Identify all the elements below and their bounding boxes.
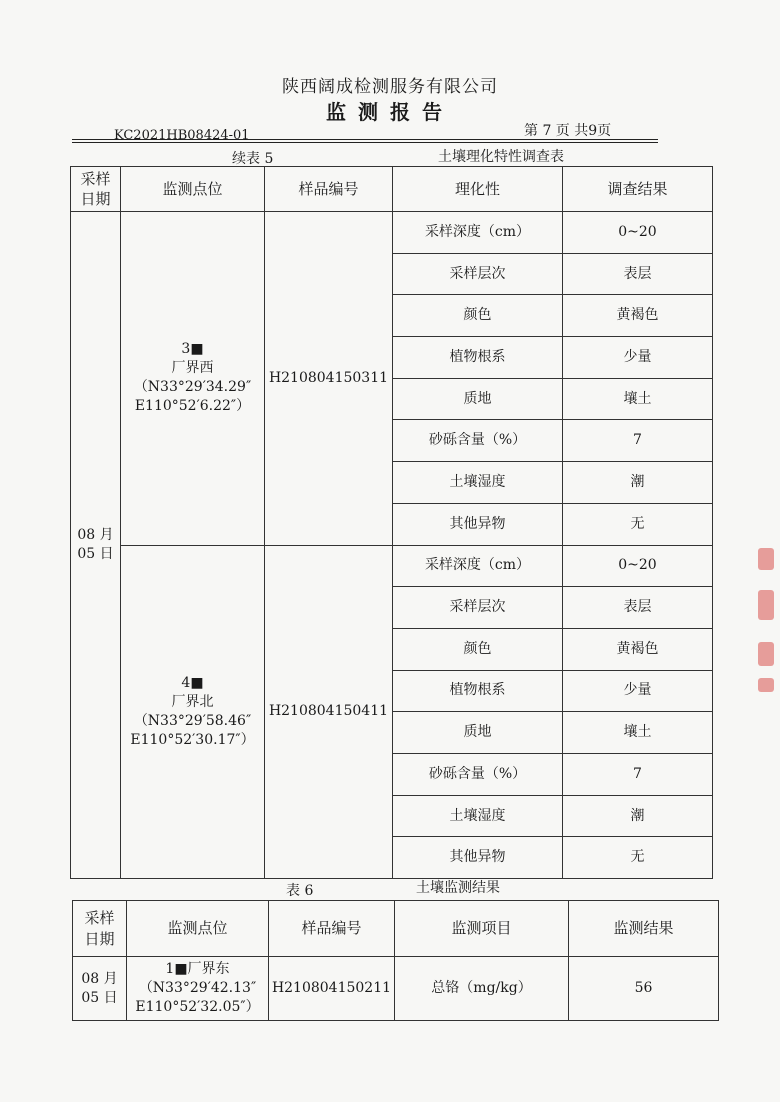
property-cell: 采样层次 [393, 587, 563, 629]
result-cell: 表层 [563, 253, 713, 295]
sample-date: 08 月 05 日 [73, 957, 127, 1021]
result-cell: 无 [563, 837, 713, 879]
monitoring-point: 4■ 厂界北 （N33°29′58.46″ E110°52′30.17″） [121, 545, 265, 879]
result-cell: 潮 [563, 462, 713, 504]
header-rule-2 [72, 142, 658, 143]
monitoring-point: 1■厂界东 （N33°29′42.13″ E110°52′32.05″） [127, 957, 269, 1021]
property-cell: 砂砾含量（%） [393, 753, 563, 795]
property-cell: 采样深度（cm） [393, 545, 563, 587]
result-cell: 少量 [563, 337, 713, 379]
table6-header-cell: 监测点位 [127, 901, 269, 957]
property-cell: 植物根系 [393, 337, 563, 379]
result-cell: 黄褐色 [563, 628, 713, 670]
property-cell: 颜色 [393, 628, 563, 670]
result-cell: 少量 [563, 670, 713, 712]
result-cell: 壤土 [563, 712, 713, 754]
seal-fragment [758, 548, 774, 570]
table5-caption-right: 土壤理化特性调查表 [438, 149, 564, 165]
table-row [73, 957, 719, 1021]
report-title: 监测报告 [326, 100, 454, 124]
property-cell: 质地 [393, 712, 563, 754]
result-cell: 无 [563, 503, 713, 545]
property-cell: 砂砾含量（%） [393, 420, 563, 462]
table5-header-cell: 理化性 [393, 167, 563, 212]
report-id: KC2021HB08424-01 [114, 128, 250, 143]
result-cell: 黄褐色 [563, 295, 713, 337]
table-row [71, 545, 713, 587]
table6-header-cell: 监测项目 [395, 901, 569, 957]
property-cell: 采样深度（cm） [393, 212, 563, 254]
table6-header-cell: 监测结果 [569, 901, 719, 957]
result-cell: 0~20 [563, 545, 713, 587]
sample-id: H210804150211 [269, 957, 395, 1021]
header-rule [72, 139, 658, 140]
result-cell: 潮 [563, 795, 713, 837]
table6-caption-right: 土壤监测结果 [416, 880, 500, 896]
page-number: 第 7 页 共9页 [524, 123, 612, 139]
property-cell: 颜色 [393, 295, 563, 337]
property-cell: 其他异物 [393, 503, 563, 545]
seal-fragment [758, 642, 774, 666]
property-cell: 植物根系 [393, 670, 563, 712]
table5 [70, 166, 713, 879]
table5-header-cell: 采样 日期 [71, 167, 121, 212]
table-row [71, 212, 713, 254]
company-name: 陕西阔成检测服务有限公司 [282, 77, 498, 97]
seal-fragment [758, 590, 774, 620]
result-cell: 56 [569, 957, 719, 1021]
table5-header-cell: 样品编号 [265, 167, 393, 212]
result-cell: 壤土 [563, 378, 713, 420]
table5-header-cell: 监测点位 [121, 167, 265, 212]
table6-header-cell: 采样 日期 [73, 901, 127, 957]
sample-date: 08 月 05 日 [71, 212, 121, 879]
monitoring-item: 总铬（mg/kg） [395, 957, 569, 1021]
table6-caption-left: 表 6 [286, 883, 314, 899]
property-cell: 土壤湿度 [393, 795, 563, 837]
property-cell: 质地 [393, 378, 563, 420]
result-cell: 0~20 [563, 212, 713, 254]
property-cell: 采样层次 [393, 253, 563, 295]
sample-id: H210804150411 [265, 545, 393, 879]
table6-header-cell: 样品编号 [269, 901, 395, 957]
monitoring-point: 3■ 厂界西 （N33°29′34.29″ E110°52′6.22″） [121, 212, 265, 546]
table5-caption-left: 续表 5 [232, 151, 274, 167]
sample-id: H210804150311 [265, 212, 393, 546]
property-cell: 土壤湿度 [393, 462, 563, 504]
result-cell: 7 [563, 420, 713, 462]
property-cell: 其他异物 [393, 837, 563, 879]
table5-header-cell: 调查结果 [563, 167, 713, 212]
seal-fragment [758, 678, 774, 692]
result-cell: 7 [563, 753, 713, 795]
table6 [72, 900, 719, 1021]
result-cell: 表层 [563, 587, 713, 629]
